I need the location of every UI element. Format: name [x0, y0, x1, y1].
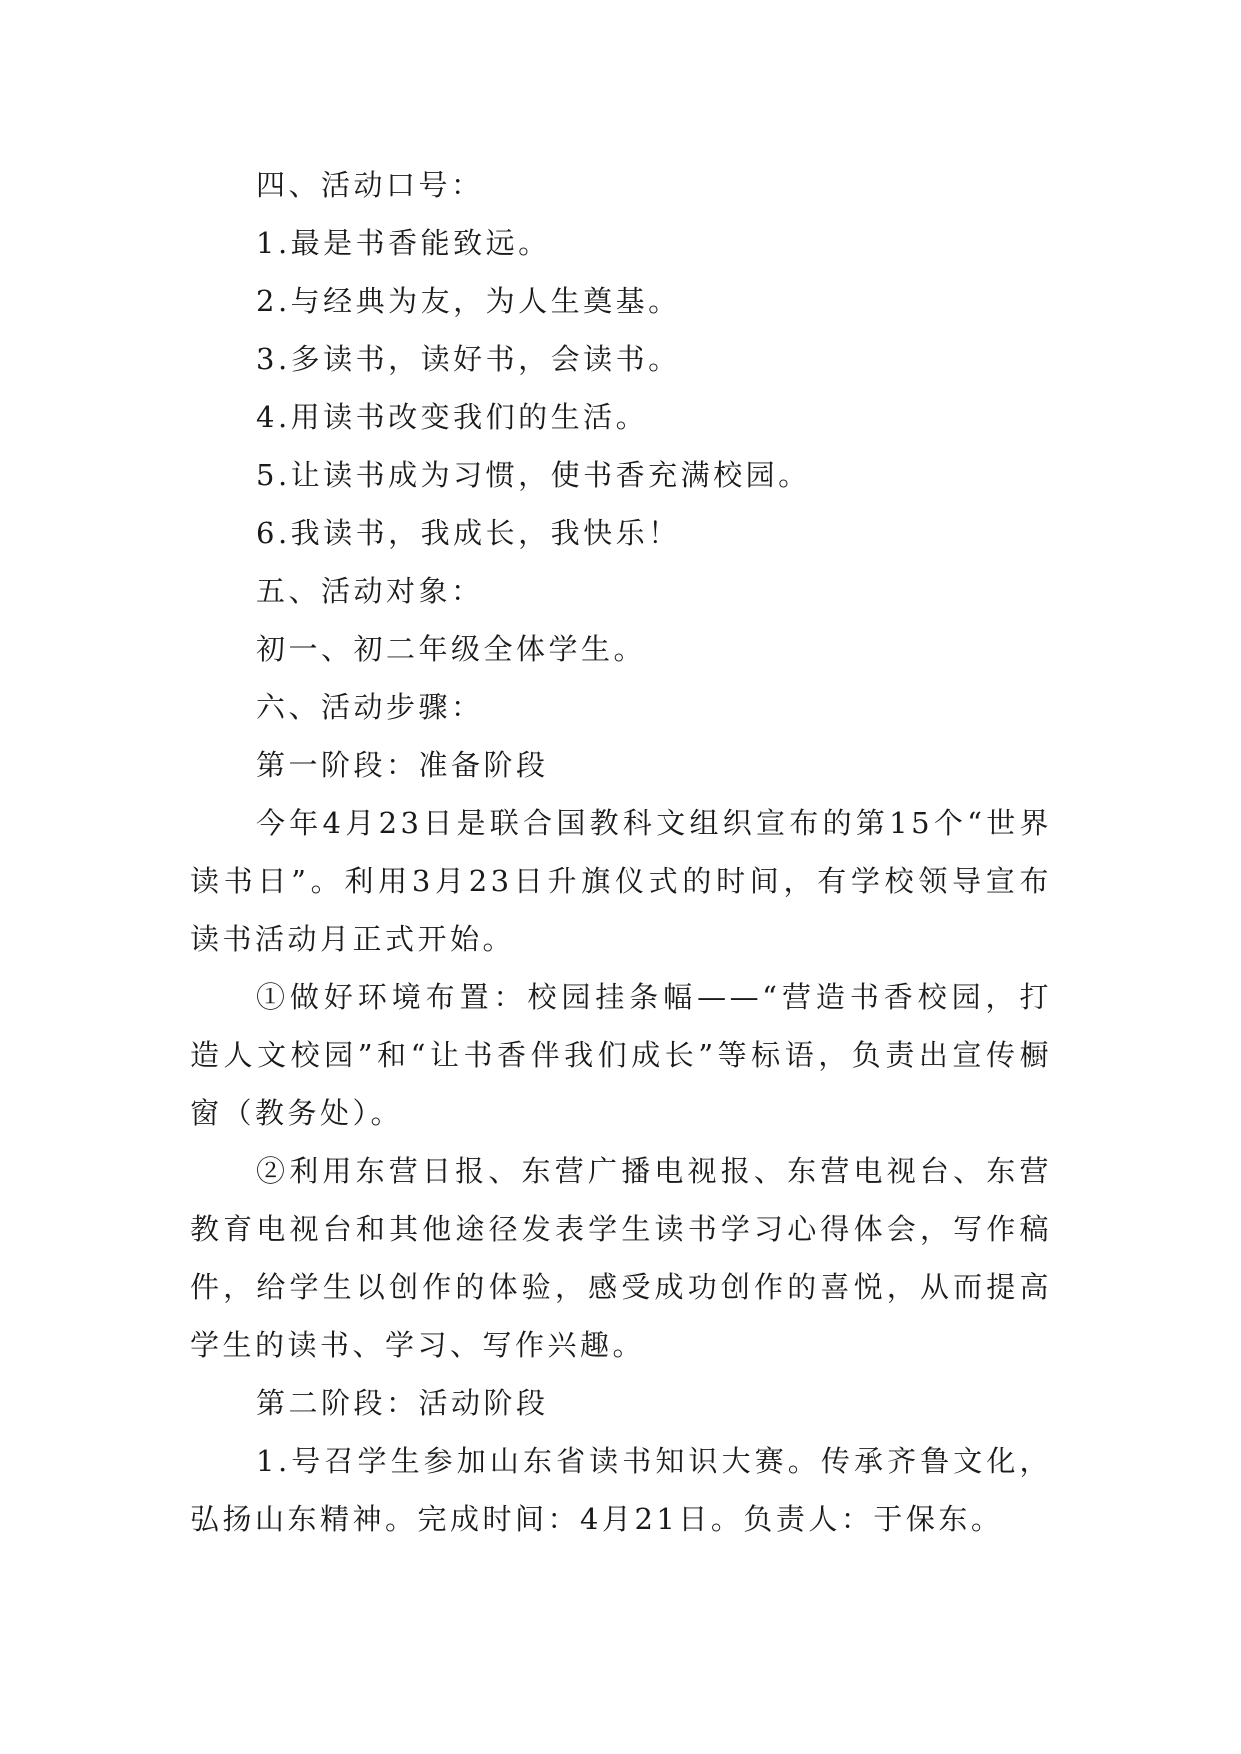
stage-two-title: 第二阶段：活动阶段	[256, 1386, 549, 1420]
heading-target: 五、活动对象：	[256, 574, 484, 608]
slogan-item: 2.与经典为友，为人生奠基。	[256, 284, 681, 318]
heading-steps: 六、活动步骤：	[256, 690, 484, 724]
slogan-item: 4.用读书改变我们的生活。	[256, 400, 649, 434]
stage-one-title: 第一阶段：准备阶段	[256, 748, 549, 782]
slogan-item: 6.我读书，我成长，我快乐！	[256, 516, 681, 550]
slogan-item: 5.让读书成为习惯，使书香充满校园。	[256, 458, 811, 492]
slogan-item: 1.最是书香能致远。	[256, 226, 551, 260]
target-paragraph: 初一、初二年级全体学生。	[256, 632, 647, 666]
stage-one-item: ①做好环境布置：校园挂条幅——“营造书香校园，打造人文校园”和“让书香伴我们成长”等标语，负责出宣传橱窗（教务处）。	[190, 980, 1052, 1130]
heading-slogan: 四、活动口号：	[256, 168, 484, 202]
slogan-item: 3.多读书，读好书，会读书。	[256, 342, 681, 376]
stage-one-item: ②利用东营日报、东营广播电视报、东营电视台、东营教育电视台和其他途径发表学生读书学习心得体会，写作稿件，给学生以创作的体验，感受成功创作的喜悦，从而提高学生的读书、学习、写作兴趣。	[190, 1154, 1052, 1362]
stage-two-item: 1.号召学生参加山东省读书知识大赛。传承齐鲁文化，弘扬山东精神。完成时间：4月21日。负责人：于保东。	[190, 1444, 1052, 1536]
stage-one-paragraph: 今年4月23日是联合国教科文组织宣布的第15个“世界读书日”。利用3月23日升旗仪式的时间，有学校领导宣布读书活动月正式开始。	[190, 806, 1052, 956]
document-body	[190, 156, 1052, 1548]
